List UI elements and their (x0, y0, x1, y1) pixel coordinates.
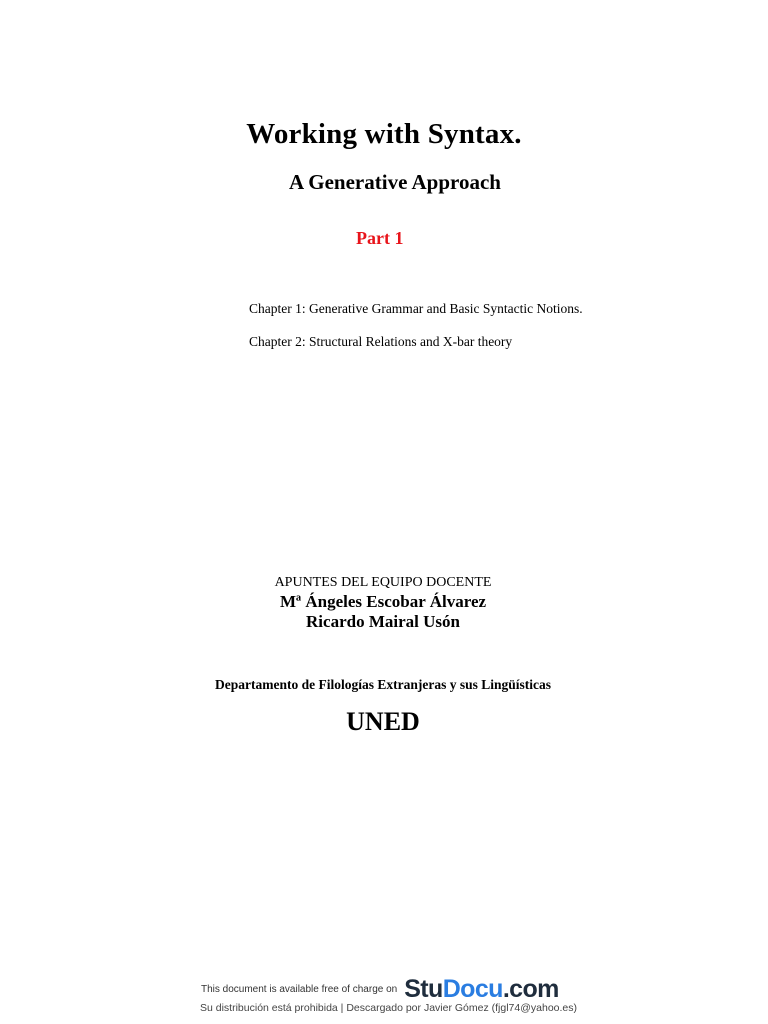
availability-note: This document is available free of charge on (201, 984, 398, 995)
logo-part-com: .com (502, 975, 559, 1003)
logo-part-stu: Stu (404, 975, 443, 1003)
author-name: Ricardo Mairal Usón (306, 612, 460, 631)
studocu-logo[interactable] (404, 975, 559, 1004)
author-name: Mª Ángeles Escobar Álvarez (279, 592, 487, 611)
part-label: Part 1 (356, 228, 404, 248)
distribution-note: Su distribución está prohibida | Descargado por Javier Gómez (fjgl74@yahoo.es) (200, 1002, 577, 1014)
chapter-2-entry: Chapter 2: Structural Relations and X-bar theory (249, 334, 513, 349)
logo-part-docu: Docu (442, 975, 503, 1003)
institution-name: UNED (346, 707, 420, 736)
department-name: Departamento de Filologías Extranjeras y sus Lingüísticas (215, 677, 551, 692)
document-title: Working with Syntax. (246, 118, 522, 150)
document-subtitle: A Generative Approach (289, 170, 501, 194)
teaching-team-label: APUNTES DEL EQUIPO DOCENTE (274, 575, 492, 590)
footer-watermark (201, 975, 559, 1004)
chapter-1-entry: Chapter 1: Generative Grammar and Basic Syntactic Notions. (249, 301, 583, 316)
